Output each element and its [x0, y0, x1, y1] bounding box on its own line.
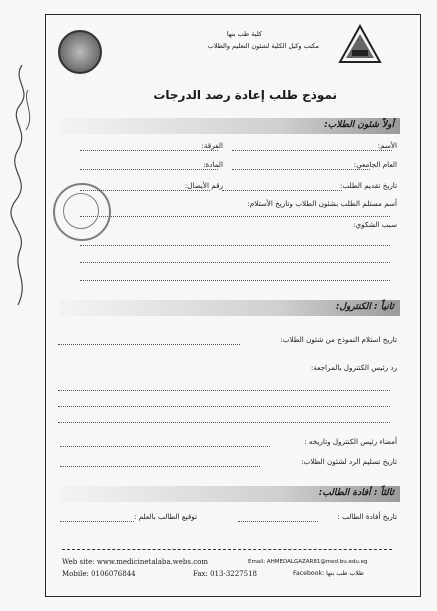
- control-signature-label: أمضاء رئيس الكنترول وتاريخه :: [304, 437, 397, 446]
- reason-line-2[interactable]: [80, 262, 390, 263]
- delivery-date-label: تاريخ تسليم الرد لشئون الطلاب:: [301, 457, 397, 466]
- footer-divider: [62, 549, 392, 550]
- receiver-field[interactable]: [80, 216, 390, 217]
- section-1-title: أولاً شئون الطلاب:: [324, 120, 394, 130]
- section-2-title: ثانياً : الكنترول:: [335, 302, 394, 312]
- reply-label: رد رئيس الكنترول بالمراجعة:: [310, 363, 397, 372]
- notify-date-label: تاريخ أفادة الطالب :: [337, 512, 397, 521]
- control-signature-field[interactable]: [60, 446, 270, 447]
- student-signature-label: توقيع الطالب بالعلم :: [134, 512, 197, 521]
- reply-line-1[interactable]: [58, 390, 390, 391]
- name-label: الأسم:: [377, 141, 397, 150]
- academic-year-field[interactable]: [232, 169, 370, 170]
- year-field[interactable]: [80, 150, 218, 151]
- official-stamp: [53, 183, 111, 241]
- section-3-header: [60, 486, 400, 502]
- subject-label: المادة:: [203, 160, 223, 169]
- university-logo: [338, 24, 382, 68]
- mobile-text: Mobile: 0106076844: [62, 570, 136, 578]
- institution-name: كلية طب بنها: [226, 30, 262, 38]
- website-text: Web site: www.medicinetalaba.webs.com: [62, 558, 209, 566]
- reason-label: سبب الشكوي:: [353, 220, 397, 229]
- submit-date-field[interactable]: [222, 190, 342, 191]
- section-1-header: [60, 118, 400, 134]
- office-name: مكتب وكيل الكلية لشئون التعليم والطلاب: [207, 42, 319, 50]
- reply-line-3[interactable]: [58, 422, 390, 423]
- receipt-no-label: رقم الأيصال:: [184, 181, 223, 190]
- section-3-title: ثالثاً : أفادة الطالب:: [318, 488, 394, 498]
- notify-date-field[interactable]: [238, 521, 318, 522]
- submit-date-label: تاريخ تقديم الطلب:: [339, 181, 397, 190]
- fax-text: Fax: 013-3227518: [193, 570, 257, 578]
- receive-date-label: تاريخ استلام النموذج من شئون الطلاب:: [280, 335, 397, 344]
- handwritten-signature: [2, 60, 42, 310]
- receiver-label: أسم مستلم الطلب بشئون الطلاب وتاريخ الأستلام:: [247, 199, 397, 208]
- form-title: نموذج طلب إعادة رصد الدرجات: [153, 88, 337, 102]
- reply-line-2[interactable]: [58, 406, 390, 407]
- academic-year-label: العام الجامعي:: [353, 160, 397, 169]
- receipt-no-field[interactable]: [80, 190, 210, 191]
- subject-field[interactable]: [80, 169, 218, 170]
- section-2-header: [60, 300, 400, 316]
- student-signature-field[interactable]: [60, 521, 134, 522]
- facebook-text: Facebook: طلاب طب بنها: [293, 570, 364, 577]
- year-label: الفرقة:: [201, 141, 223, 150]
- reason-line-1[interactable]: [80, 245, 390, 246]
- name-field[interactable]: [232, 150, 392, 151]
- delivery-date-field[interactable]: [60, 466, 260, 467]
- faculty-logo: [58, 30, 102, 74]
- email-text: Email: AHMEDALGAZAR81@med.bu.edu.eg: [248, 559, 368, 565]
- reason-line-3[interactable]: [80, 280, 390, 281]
- receive-date-field[interactable]: [58, 344, 240, 345]
